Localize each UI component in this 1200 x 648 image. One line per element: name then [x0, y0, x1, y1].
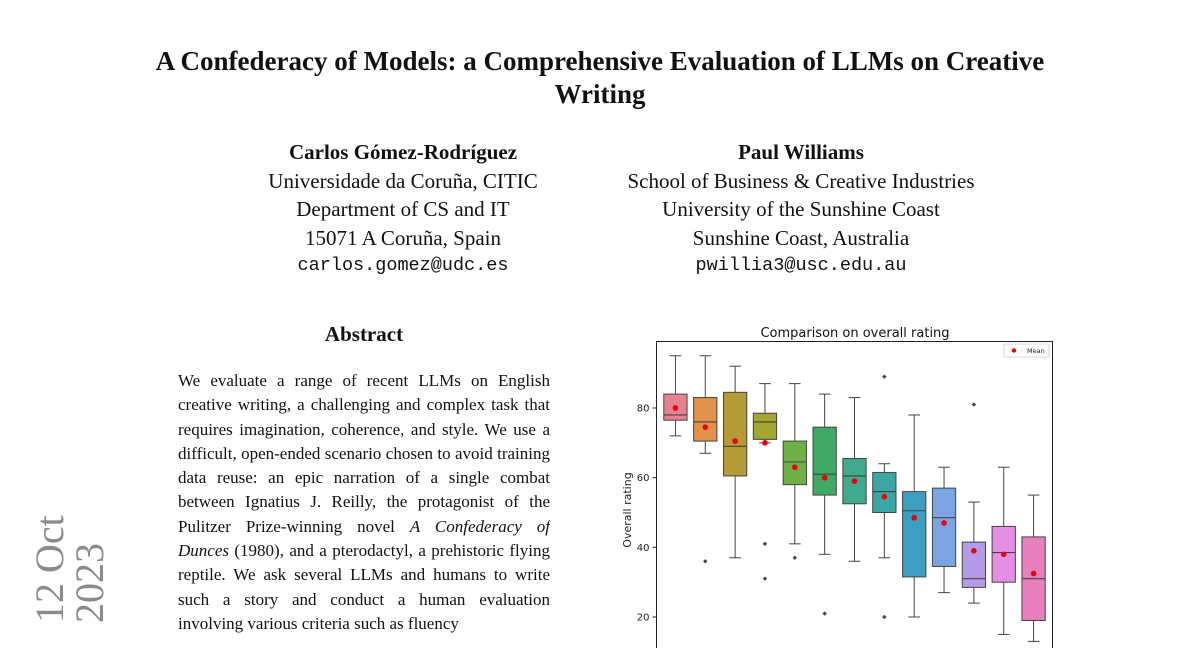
abstract-text: (1980), and a pterodactyl, a prehistoric flying reptile. We ask several LLMs and humans to write such a story and conduct a human evaluation involving various criteria such as fluency — [178, 541, 550, 633]
mean-marker — [911, 515, 917, 521]
legend-mean-marker — [1012, 348, 1016, 352]
mean-marker — [732, 438, 738, 444]
author-affiliation: Sunshine Coast, Australia — [692, 225, 910, 250]
author-name: Paul Williams — [738, 140, 864, 164]
box-group — [783, 384, 806, 560]
author-block-2 — [586, 138, 1016, 281]
mean-marker — [882, 494, 888, 500]
outlier-point — [972, 402, 976, 406]
box-iqr — [932, 488, 955, 566]
box-group — [932, 467, 955, 592]
box-group — [694, 356, 717, 564]
author-block-1 — [233, 138, 573, 281]
box-iqr — [903, 492, 926, 577]
author-affiliation: Universidade da Coruña, CITIC — [268, 168, 538, 193]
box-iqr — [783, 441, 806, 485]
y-axis-label: Overall rating — [621, 472, 634, 548]
mean-marker — [822, 475, 828, 481]
box-group — [1022, 495, 1045, 641]
box-group — [992, 467, 1015, 634]
y-tick-label: 60 — [636, 473, 650, 485]
box-iqr — [813, 427, 836, 495]
outlier-point — [822, 611, 826, 615]
mean-marker — [941, 520, 947, 526]
abstract-body — [178, 369, 550, 648]
author-affiliation: Department of CS and IT — [296, 197, 510, 221]
box-iqr — [753, 413, 776, 439]
author-email[interactable]: pwillia3@usc.edu.au — [695, 255, 907, 276]
y-tick-label: 40 — [636, 542, 650, 554]
box-group — [843, 398, 866, 562]
mean-marker — [971, 548, 977, 554]
box-group — [813, 394, 836, 616]
y-tick-label: 80 — [636, 403, 650, 415]
paper-title: A Confederacy of Models: a Comprehensive Evaluation of LLMs on Creative Writing — [155, 46, 1045, 109]
arxiv-date-stamp: 12 Oct 2023 — [27, 515, 112, 623]
mean-marker — [673, 405, 679, 411]
box-group — [753, 384, 776, 581]
mean-marker — [852, 478, 858, 484]
author-affiliation: University of the Sunshine Coast — [662, 197, 940, 221]
box-group — [873, 374, 896, 619]
author-affiliation: School of Business & Creative Industries — [627, 168, 975, 193]
outlier-point — [882, 615, 886, 619]
mean-marker — [762, 440, 768, 446]
box-group — [903, 415, 926, 617]
boxplot-svg — [600, 318, 1070, 648]
mean-marker — [702, 424, 708, 430]
author-email[interactable]: carlos.gomez@udc.es — [297, 255, 509, 276]
box-iqr — [723, 392, 746, 476]
mean-marker — [792, 464, 798, 470]
outlier-point — [763, 576, 767, 580]
mean-marker — [1001, 552, 1007, 558]
legend — [1004, 344, 1049, 357]
abstract-novel-title: A Confederacy of Dunces — [178, 516, 550, 561]
author-name: Carlos Gómez-Rodríguez — [288, 140, 518, 164]
y-tick-label: 20 — [636, 612, 650, 624]
overall-rating-boxplot — [600, 318, 1070, 648]
outlier-point — [793, 556, 797, 560]
box-iqr — [873, 472, 896, 512]
box-iqr — [694, 398, 717, 442]
outlier-point — [882, 374, 886, 378]
chart-title: Comparison on overall rating — [760, 326, 950, 341]
legend-mean-label: Mean — [1027, 347, 1045, 355]
box-group — [962, 402, 985, 603]
outlier-point — [703, 559, 707, 563]
abstract-text: We evaluate a range of recent LLMs on English creative writing, a challenging and complex task that requires imagination, coherence, and style. We use a difficult, open-ended scenario chosen to avoid training data reuse: an epic narration of a single combat between Ignatius J. Reilly, the protagonist of the Pulitzer Prize-winning novel — [178, 371, 550, 536]
author-affiliation: 15071 A Coruña, Spain — [304, 225, 501, 250]
box-group — [723, 366, 746, 558]
mean-marker — [1031, 571, 1037, 577]
box-group — [664, 356, 687, 436]
abstract-heading: Abstract — [324, 322, 404, 346]
outlier-point — [763, 542, 767, 546]
